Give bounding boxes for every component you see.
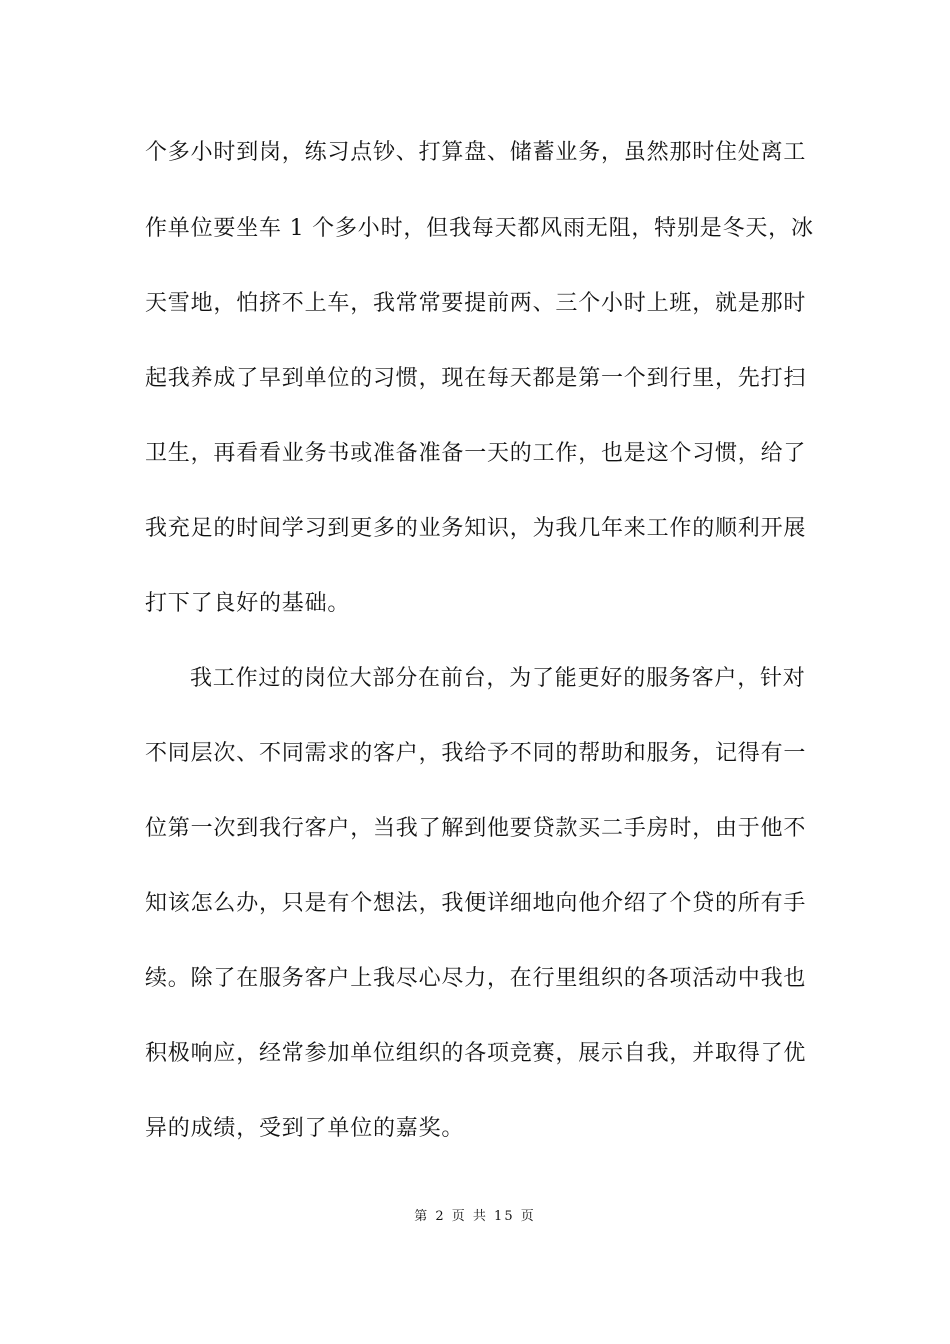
paragraph-1-line-4: 起我养成了早到单位的习惯，现在每天都是第一个到行里，先打扫 [145,366,807,391]
paragraph-2-line-5: 续。除了在服务客户上我尽心尽力，在行里组织的各项活动中我也 [145,966,807,991]
paragraph-2-line-1: 我工作过的岗位大部分在前台，为了能更好的服务客户，针对 [190,666,806,691]
paragraph-1-line-2: 作单位要坐车 1 个多小时，但我每天都风雨无阻，特别是冬天，冰 [145,216,814,241]
paragraph-1-line-5: 卫生，再看看业务书或准备准备一天的工作，也是这个习惯，给了 [145,441,807,466]
paragraph-2-line-6: 积极响应，经常参加单位组织的各项竞赛，展示自我，并取得了优 [145,1041,807,1066]
paragraph-2-line-4: 知该怎么办，只是有个想法，我便详细地向他介绍了个贷的所有手 [145,891,807,916]
paragraph-2-line-3: 位第一次到我行客户，当我了解到他要贷款买二手房时，由于他不 [145,816,807,841]
paragraph-2-line-7: 异的成绩，受到了单位的嘉奖。 [145,1116,465,1141]
page-number-footer: 第 2 页 共 15 页 [414,1209,536,1224]
paragraph-2-line-2: 不同层次、不同需求的客户，我给予不同的帮助和服务，记得有一 [145,741,807,766]
paragraph-1-line-7: 打下了良好的基础。 [145,591,351,616]
paragraph-1-line-1: 个多小时到岗，练习点钞、打算盘、储蓄业务，虽然那时住处离工 [145,140,807,165]
paragraph-1-line-3: 天雪地，怕挤不上车，我常常要提前两、三个小时上班，就是那时 [145,291,807,316]
paragraph-1-line-6: 我充足的时间学习到更多的业务知识，为我几年来工作的顺利开展 [145,516,807,541]
